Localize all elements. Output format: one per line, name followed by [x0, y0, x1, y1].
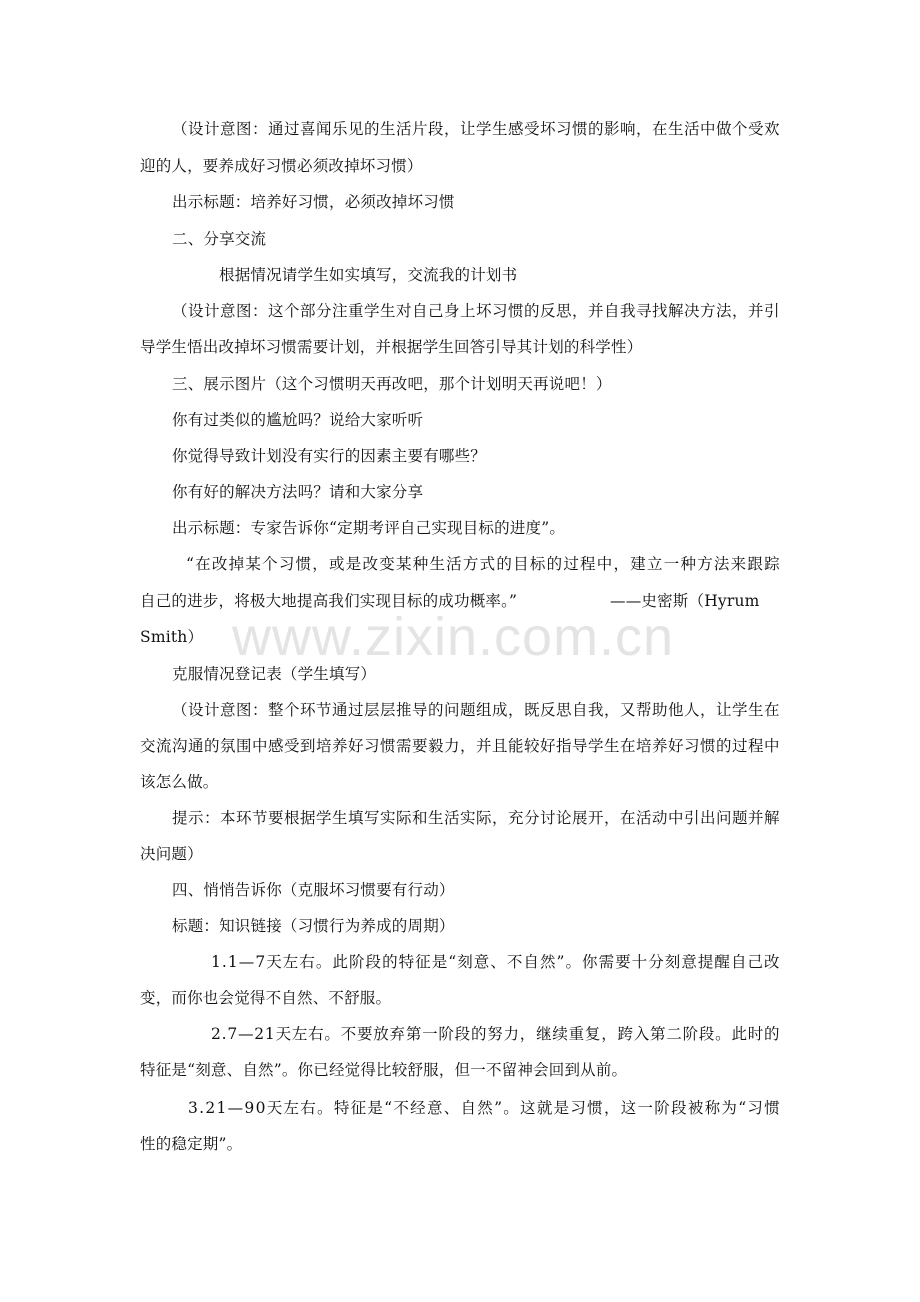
- stage-1-line-2: 变，而你也会觉得不自然、不舒服。: [140, 989, 392, 1007]
- knowledge-link-title: 标题：知识链接（习惯行为养成的周期）: [172, 917, 455, 935]
- section-4-heading: 四、悄悄告诉你（克服坏习惯要有行动）: [172, 881, 455, 899]
- show-title-1: 出示标题：培养好习惯，必须改掉坏习惯: [172, 193, 455, 211]
- stage-1-line-1: 1 . 1 — 7 天 左 右 。 此 阶 段 的 特 征 是 “ 刻 意 、 不 自 然 ” 。 你 需 要 十 分 刻 意 提 醒 自 己 改: [211, 953, 780, 971]
- tip-line-2: 决问题）: [140, 845, 203, 863]
- quote-line-2: 自己的进步，将极大地提高我们实现目标的成功概率。”: [140, 592, 518, 610]
- design-intent-3-line-3: 该怎么做。: [140, 773, 219, 791]
- design-intent-3-line-1: （ 设 计 意 图 ： 整 个 环 节 通 过 层 层 推 导 的 问 题 组 成 ， 既 反 思 自 我 ， 又 帮 助 他 人 ， 让 学 生 在: [172, 701, 780, 719]
- quote-line-1: “ 在 改 掉 某 个 习 惯 ， 或 是 改 变 某 种 生 活 方 式 的 目 标 的 过 程 中 ， 建 立 一 种 方 法 来 跟 踪: [186, 555, 780, 573]
- section-2-heading: 二、分享交流: [172, 230, 267, 248]
- question-1: 你有过类似的尴尬吗？说给大家听听: [172, 411, 424, 429]
- stage-2-line-1: 2 . 7 — 2 1 天 左 右 。 不 要 放 弃 第 一 阶 段 的 努 力 ， 继 续 重 复 ， 跨 入 第 二 阶 段 。 此 时 的: [211, 1025, 780, 1043]
- section-3-heading: 三、展示图片（这个习惯明天再改吧，那个计划明天再说吧！）: [172, 375, 612, 393]
- registration-form-title: 克服情况登记表（学生填写）: [172, 665, 377, 683]
- design-intent-2-line-2: 导学生悟出改掉坏习惯需要计划，并根据学生回答引导其计划的科学性）: [140, 338, 643, 356]
- design-intent-2-line-1: （ 设 计 意 图 ： 这 个 部 分 注 重 学 生 对 自 己 身 上 坏 习 惯 的 反 思 ， 并 自 我 寻 找 解 决 方 法 ， 并 引: [172, 302, 780, 320]
- watermark: www.zixin.com.cn: [232, 607, 675, 667]
- stage-2-line-2: 特征是“刻意、自然”。你已经觉得比较舒服，但一不留神会回到从前。: [140, 1061, 628, 1079]
- design-intent-1-line-2: 迎的人，要养成好习惯必须改掉坏习惯）: [140, 157, 423, 175]
- design-intent-3-line-2: 交 流 沟 通 的 氛 围 中 感 受 到 培 养 好 习 惯 需 要 毅 力 ， 并 且 能 较 好 指 导 学 生 在 培 养 好 习 惯 的 过 程 中: [140, 737, 780, 755]
- tip-line-1: 提 示 ： 本 环 节 要 根 据 学 生 填 写 实 际 和 生 活 实 际 ， 充 分 讨 论 展 开 ， 在 活 动 中 引 出 问 题 并 解: [172, 809, 780, 827]
- quote-attribution: ——史密斯（Hyrum: [610, 592, 760, 610]
- fill-in-instruction: 根据情况请学生如实填写，交流我的计划书: [219, 266, 518, 284]
- design-intent-1-line-1: （ 设 计 意 图 ： 通 过 喜 闻 乐 见 的 生 活 片 段 ， 让 学 生 感 受 坏 习 惯 的 影 响 ， 在 生 活 中 做 个 受 欢: [172, 120, 780, 138]
- question-2: 你觉得导致计划没有实行的因素主要有哪些？: [172, 447, 487, 465]
- quote-line-3: Smith）: [140, 628, 204, 646]
- stage-3-line-1: 3 . 2 1 — 9 0 天 左 右 。 特 征 是 “ 不 经 意 、 自 然 ” 。 这 就 是 习 惯 ， 这 一 阶 段 被 称 为 “ 习 惯: [188, 1099, 780, 1117]
- show-title-2: 出示标题：专家告诉你“定期考评自己实现目标的进度”。: [172, 519, 566, 537]
- stage-3-line-2: 性的稳定期”。: [140, 1135, 243, 1153]
- question-3: 你有好的解决方法吗？请和大家分享: [172, 483, 424, 501]
